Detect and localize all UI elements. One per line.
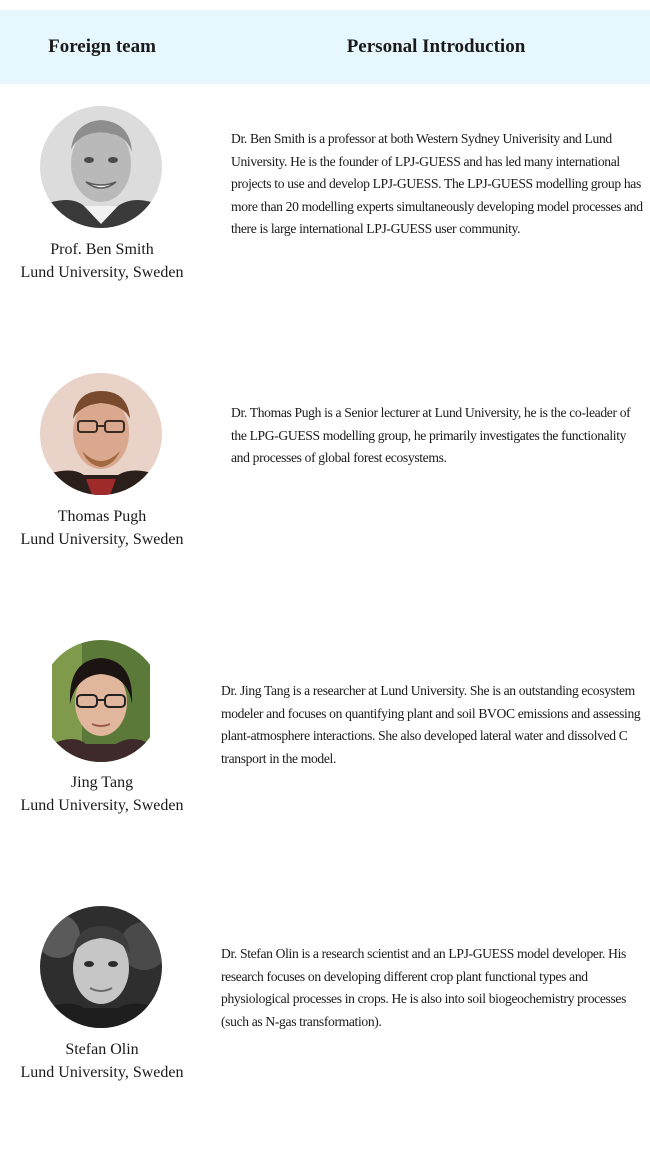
member-affiliation: Lund University, Sweden — [20, 797, 184, 814]
member-name: Jing Tang — [70, 774, 134, 791]
member-name: Thomas Pugh — [57, 508, 147, 525]
table-header — [0, 10, 650, 84]
member-name: Stefan Olin — [65, 1041, 139, 1058]
portrait-color-icon — [40, 640, 162, 762]
member-bio: Dr. Ben Smith is a professor at both Western Sydney Univerisity and Lund University. He is the founder of LPJ-GUESS and has led many international projects to use and develop LPJ-GUESS. The LPJ-GUESS modelling group has more than 20 modelling experts simultaneously developing model processes and there is large international LPJ-GUESS user community. — [231, 131, 643, 236]
header-personal-introduction: Personal Introduction — [346, 36, 526, 57]
portrait-photo — [40, 640, 162, 762]
member-bio: Dr. Thomas Pugh is a Senior lecturer at Lund University, he is the co-leader of the LPG-GUESS modelling group, he primarily investigates the functionality and processes of global forest ecosystems. — [231, 405, 631, 465]
portrait-color-icon — [40, 373, 162, 495]
portrait-grayscale-icon — [40, 106, 162, 228]
member-affiliation: Lund University, Sweden — [20, 531, 184, 548]
member-bio: Dr. Stefan Olin is a research scientist and an LPJ-GUESS model developer. His research focuses on developing different crop plant functional types and physiological processes in crops. He is also into soil biogeochemistry processes (such as N-gas transformation). — [221, 946, 627, 1029]
portrait-photo — [40, 906, 162, 1028]
member-bio: Dr. Jing Tang is a researcher at Lund University. She is an outstanding ecosystem modeler and focuses on quantifying plant and soil BVOC emissions and assessing plant-atmosphere interactions. She also developed lateral water and dissolved C transport in the model. — [221, 683, 641, 766]
member-affiliation: Lund University, Sweden — [20, 1064, 184, 1081]
member-affiliation: Lund University, Sweden — [20, 264, 184, 281]
portrait-photo — [40, 106, 162, 228]
portrait-grayscale-icon — [40, 906, 162, 1028]
header-foreign-team: Foreign team — [48, 36, 156, 57]
portrait-photo — [40, 373, 162, 495]
member-name: Prof. Ben Smith — [50, 241, 154, 258]
